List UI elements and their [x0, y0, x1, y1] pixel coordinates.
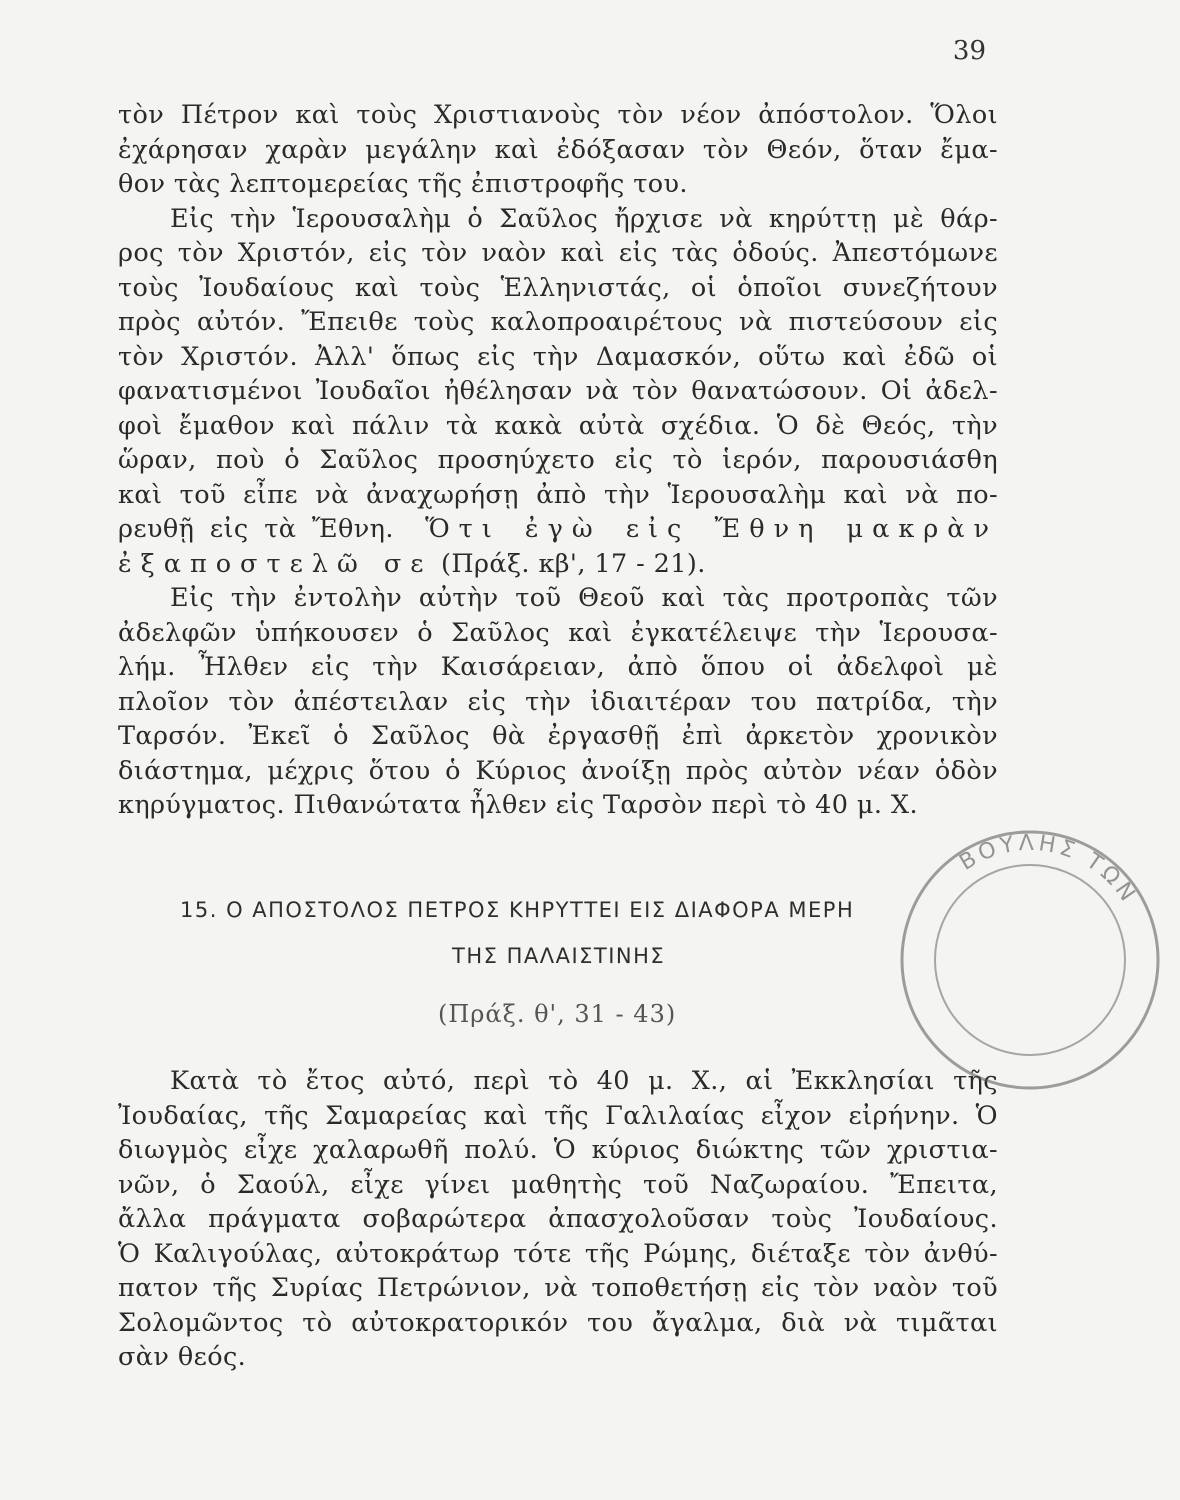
stamp-text: ΒΟΥΛΗΣ ΤΩΝ [955, 830, 1142, 910]
text-line: Εἰς τὴν Ἱερουσαλὴμ ὁ Σαῦλος ἤρχισε νὰ κηρύττῃ μὲ θάρ- [170, 203, 998, 234]
page-number: 39 [952, 36, 986, 66]
text-line: ἀδελφῶν ὑπήκουσεν ὁ Σαῦλος καὶ ἐγκατέλειψε τὴν Ἱερουσα- [118, 617, 998, 648]
text-line: ἐχάρησαν χαρὰν μεγάλην καὶ ἐδόξασαν τὸν Θεόν, ὅταν ἔμα- [118, 134, 998, 165]
svg-text:ΒΟΥΛΗΣ ΤΩΝ [955, 831, 1141, 909]
text-line: Ταρσόν. Ἐκεῖ ὁ Σαῦλος θὰ ἐργασθῇ ἐπὶ ἀρκετὸν χρονικὸν [118, 721, 998, 751]
scripture-quote: ἐξαποστελῶ σε [118, 548, 433, 579]
text-line: νῶν, ὁ Σαούλ, εἶχε γίνει μαθητὴς τοῦ Ναζωραίου. Ἔπειτα, [118, 1169, 998, 1200]
text-line: τὸν Πέτρον καὶ τοὺς Χριστιανοὺς τὸν νέον ἀπόστολον. Ὅλοι [118, 100, 998, 130]
text-line: Εἰς τὴν ἐντολὴν αὐτὴν τοῦ Θεοῦ καὶ τὰς προτροπὰς τῶν [170, 583, 998, 613]
text-line: πρὸς αὐτόν. Ἔπειθε τοὺς καλοπροαιρέτους νὰ πιστεύσουν εἰς [118, 307, 998, 337]
text-line: καὶ τοῦ εἶπε νὰ ἀναχωρήσῃ ἀπὸ τὴν Ἱερουσαλὴμ καὶ νὰ πο- [118, 479, 998, 510]
text-line: Σολομῶντος τὸ αὐτοκρατορικόν του ἄγαλμα, διὰ νὰ τιμᾶται [118, 1307, 998, 1338]
scripture-reference: (Πράξ. κβ', 17 - 21). [440, 548, 706, 579]
text-line: κηρύγματος. Πιθανώτατα ἦλθεν εἰς Ταρσὸν περὶ τὸ 40 μ. Χ. [118, 790, 918, 820]
text-line: Κατὰ τὸ ἔτος αὐτό, περὶ τὸ 40 μ. Χ., αἱ Ἐκκλησίαι τῆς [170, 1066, 998, 1096]
text-line: τὸν Χριστόν. Ἀλλ' ὅπως εἰς τὴν Δαμασκόν, οὕτω καὶ ἐδῶ οἱ [118, 341, 998, 372]
text-line: διωγμὸς εἶχε χαλαρωθῆ πολύ. Ὁ κύριος διώκτης τῶν χριστια- [118, 1135, 998, 1165]
text-line-with-quote [118, 512, 998, 547]
text-segment: ρευθῇ εἰς τὰ Ἔθνη. [118, 514, 394, 544]
text-line: Ὁ Καλιγούλας, αὐτοκράτωρ τότε τῆς Ρώμης, διέταξε τὸν ἀνθύ- [118, 1238, 998, 1269]
text-line: ἄλλα πράγματα σοβαρώτερα ἀπασχολοῦσαν τοὺς Ἰουδαίους. [118, 1204, 998, 1234]
scripture-quote: Ὅτι ἐγὼ εἰς Ἔθνη μακρὰν [425, 514, 998, 544]
section-heading: 15. Ο ΑΠΟΣΤΟΛΟΣ ΠΕΤΡΟΣ ΚΗΡΥΤΤΕΙ ΕΙΣ ΔΙΑΦΟΡΑ ΜΕΡΗ [180, 898, 855, 922]
section-heading-continued: ΤΗΣ ΠΑΛΑΙΣΤΙΝΗΣ [452, 944, 666, 968]
text-line: λήμ. Ἦλθεν εἰς τὴν Καισάρειαν, ἀπὸ ὅπου οἱ ἀδελφοὶ μὲ [118, 652, 998, 682]
text-line: τοὺς Ἰουδαίους καὶ τοὺς Ἑλληνιστάς, οἱ ὁποῖοι συνεζήτουν [118, 272, 998, 303]
library-stamp [880, 810, 1180, 1110]
text-line: ρος τὸν Χριστόν, εἰς τὸν ναὸν καὶ εἰς τὰς ὁδούς. Ἀπεστόμωνε [118, 238, 998, 268]
text-line: φανατισμένοι Ἰουδαῖοι ἠθέλησαν νὰ τὸν θανατώσουν. Οἱ ἀδελ- [118, 376, 998, 406]
text-line: φοὶ ἔμαθον καὶ πάλιν τὰ κακὰ αὐτὰ σχέδια. Ὁ δὲ Θεός, τὴν [118, 410, 998, 441]
text-line: πατον τῆς Συρίας Πετρώνιον, νὰ τοποθετήσῃ εἰς τὸν ναὸν τοῦ [118, 1273, 998, 1303]
text-line: ὥραν, ποὺ ὁ Σαῦλος προσηύχετο εἰς τὸ ἱερόν, παρουσιάσθη [118, 445, 998, 475]
text-line: διάστημα, μέχρις ὅτου ὁ Κύριος ἀνοίξῃ πρὸς αὐτὸν νέαν ὁδὸν [118, 755, 998, 786]
text-line: πλοῖον τὸν ἀπέστειλαν εἰς τὴν ἰδιαιτέραν του πατρίδα, τὴν [118, 686, 998, 717]
text-line: θον τὰς λεπτομερείας τῆς ἐπιστροφῆς του. [118, 169, 688, 199]
text-line: Ἰουδαίας, τῆς Σαμαρείας καὶ τῆς Γαλιλαίας εἶχον εἰρήνην. Ὁ [118, 1100, 998, 1131]
body-text-top [118, 98, 998, 823]
text-line-with-quote [118, 547, 998, 582]
text-line: σὰν θεός. [118, 1342, 247, 1372]
section-reference: (Πράξ. θ', 31 - 43) [438, 1000, 677, 1028]
body-text-bottom [118, 1064, 998, 1375]
